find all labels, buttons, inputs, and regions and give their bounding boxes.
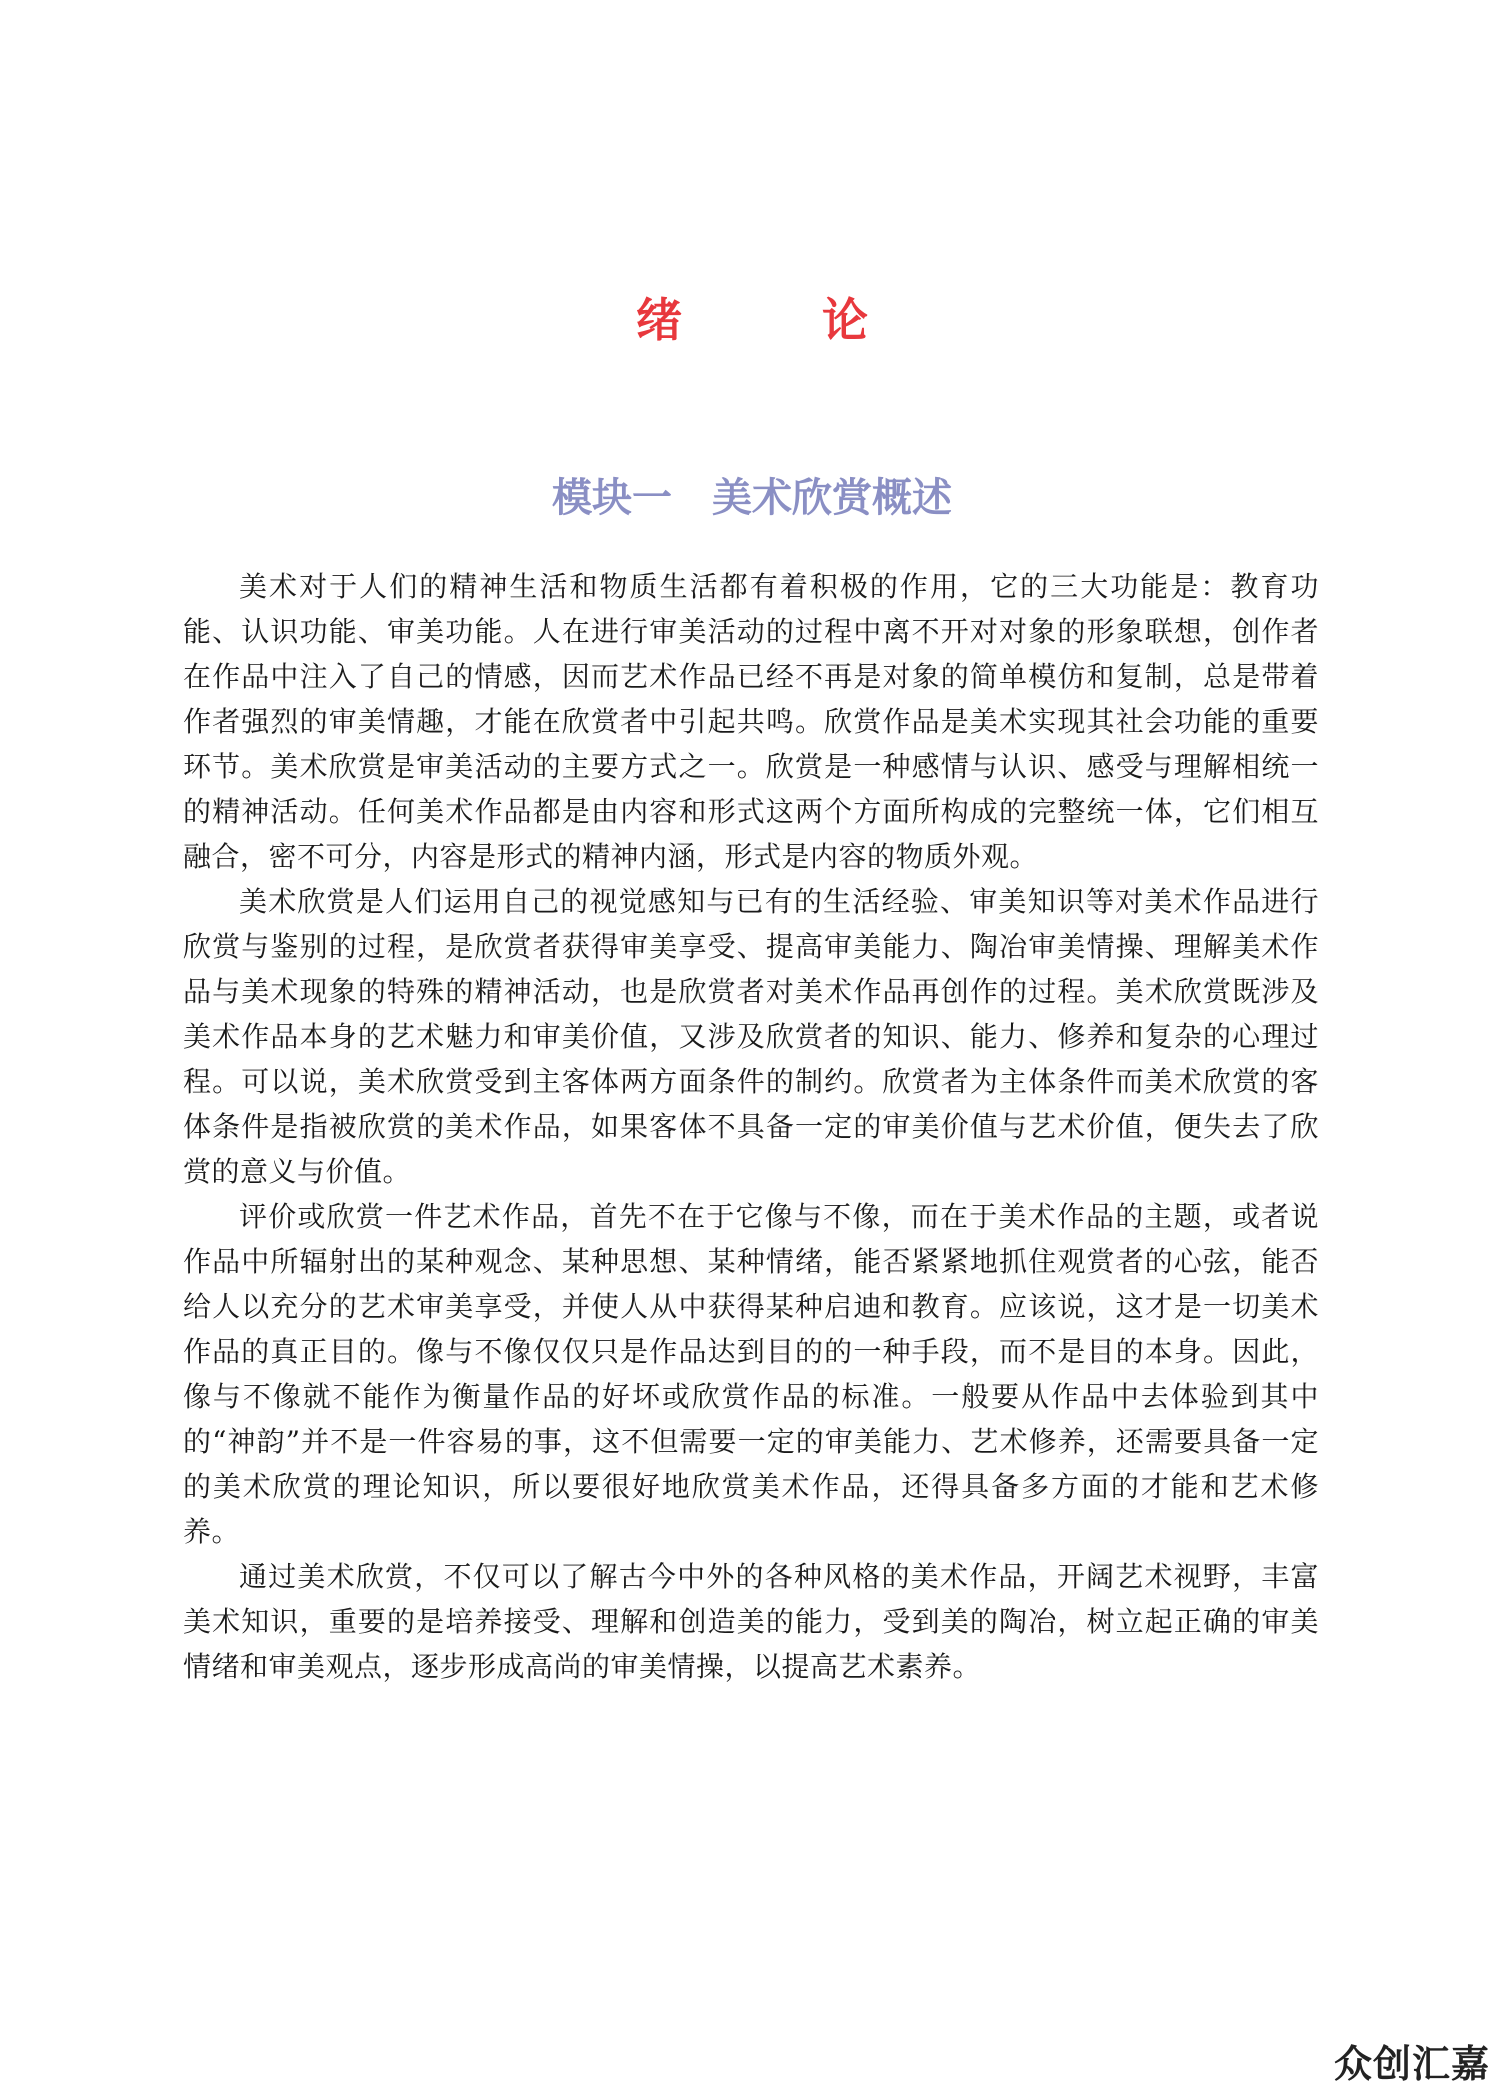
paragraph-1: 美术对于人们的精神生活和物质生活都有着积极的作用，它的三大功能是：教育功能、认识功能、审美功能。人在进行审美活动的过程中离不开对对象的形象联想，创作者在作品中注入了自己的情感，因而艺术作品已经不再是对象的简单模仿和复制，总是带着作者强烈的审美情趣，才能在欣赏者中引起共鸣。欣赏作品是美术实现其社会功能的重要环节。美术欣赏是审美活动的主要方式之一。欣赏是一种感情与认识、感受与理解相统一的精神活动。任何美术作品都是由内容和形式这两个方面所构成的完整统一体，它们相互融合，密不可分，内容是形式的精神内涵，形式是内容的物质外观。 [183, 570, 1319, 873]
section-title: 模块一 美术欣赏概述 [552, 474, 952, 521]
body-text [183, 564, 1319, 1689]
paragraph-2: 美术欣赏是人们运用自己的视觉感知与已有的生活经验、审美知识等对美术作品进行欣赏与鉴别的过程，是欣赏者获得审美享受、提高审美能力、陶冶审美情操、理解美术作品与美术现象的特殊的精神活动，也是欣赏者对美术作品再创作的过程。美术欣赏既涉及美术作品本身的艺术魅力和审美价值，又涉及欣赏者的知识、能力、修养和复杂的心理过程。可以说，美术欣赏受到主客体两方面条件的制约。欣赏者为主体条件而美术欣赏的客体条件是指被欣赏的美术作品，如果客体不具备一定的审美价值与艺术价值，便失去了欣赏的意义与价值。 [183, 885, 1319, 1188]
chapter-title: 绪论 [636, 293, 1008, 347]
watermark-logo: 众创汇嘉 [1333, 2042, 1490, 2086]
paragraph-3: 评价或欣赏一件艺术作品，首先不在于它像与不像，而在于美术作品的主题，或者说作品中所辐射出的某种观念、某种思想、某种情绪，能否紧紧地抓住观赏者的心弦，能否给人以充分的艺术审美享受，并使人从中获得某种启迪和教育。应该说，这才是一切美术作品的真正目的。像与不像仅仅只是作品达到目的的一种手段，而不是目的本身。因此，像与不像就不能作为衡量作品的好坏或欣赏作品的标准。一般要从作品中去体验到其中的“神韵”并不是一件容易的事，这不但需要一定的审美能力、艺术修养，还需要具备一定的美术欣赏的理论知识，所以要很好地欣赏美术作品，还得具备多方面的才能和艺术修养。 [183, 1200, 1319, 1548]
paragraph-4: 通过美术欣赏，不仅可以了解古今中外的各种风格的美术作品，开阔艺术视野，丰富美术知识，重要的是培养接受、理解和创造美的能力，受到美的陶冶，树立起正确的审美情绪和审美观点，逐步形成高尚的审美情操，以提高艺术素养。 [183, 1560, 1319, 1683]
